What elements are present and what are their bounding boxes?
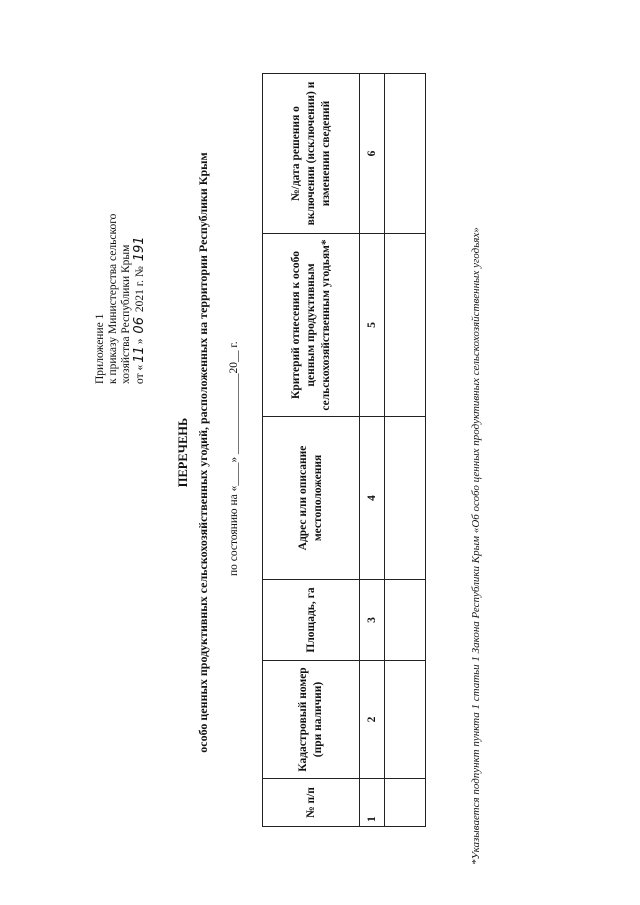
appendix-line-1: Приложение 1 (94, 313, 106, 384)
header-cell-area: Площадь, га (263, 580, 360, 661)
header-cell-cadastral: Кадастровый номер (при наличии) (263, 661, 360, 779)
column-number-row (360, 74, 385, 827)
lands-table (262, 73, 426, 827)
document-subtitle: особо ценных продуктивных сельскохозяйственных угодий, расположенных на территории Республики Крым (196, 152, 210, 753)
appendix-line-3: хозяйства Республики Крым (120, 244, 132, 384)
order-prefix: от « (134, 364, 146, 384)
column-number-cell: 6 (360, 74, 385, 234)
order-day: 11 (132, 346, 147, 363)
order-year: 2021 г. № (134, 263, 146, 316)
header-cell-address: Адрес или описание местоположения (263, 417, 360, 580)
as-of-date-line: по состоянию на «____» ______________20__ г. (228, 341, 240, 576)
empty-cell (385, 661, 426, 779)
order-mid: » (134, 335, 146, 345)
order-month: 06 (132, 317, 147, 334)
empty-cell (385, 580, 426, 661)
appendix-line-2: к приказу Министерства сельского (107, 213, 119, 384)
column-number-cell: 1 (360, 779, 385, 827)
empty-cell (385, 234, 426, 417)
empty-cell (385, 779, 426, 827)
appendix-header (94, 214, 147, 384)
empty-cell (385, 74, 426, 234)
table-row (385, 74, 426, 827)
column-number-cell: 4 (360, 417, 385, 580)
appendix-order-line (133, 214, 147, 384)
order-number: 191 (132, 236, 147, 262)
table-header-row (263, 74, 360, 827)
empty-cell (385, 417, 426, 580)
footnote: *Указывается подпункт пункта 1 статьи 1 Закона Республики Крым «Об особо ценных продуктивных сельскохозяйственных угодьях» (470, 227, 482, 865)
header-cell-number: № п/п (263, 779, 360, 827)
column-number-cell: 2 (360, 661, 385, 779)
document-title: ПЕРЕЧЕНЬ (176, 417, 190, 488)
header-cell-decision: №/дата решения о включении (исключении) и изменении сведений (263, 74, 360, 234)
column-number-cell: 3 (360, 580, 385, 661)
header-cell-criterion: Критерий отнесения к особо ценным продуктивным сельскохозяйственным угодьям* (263, 234, 360, 417)
column-number-cell: 5 (360, 234, 385, 417)
